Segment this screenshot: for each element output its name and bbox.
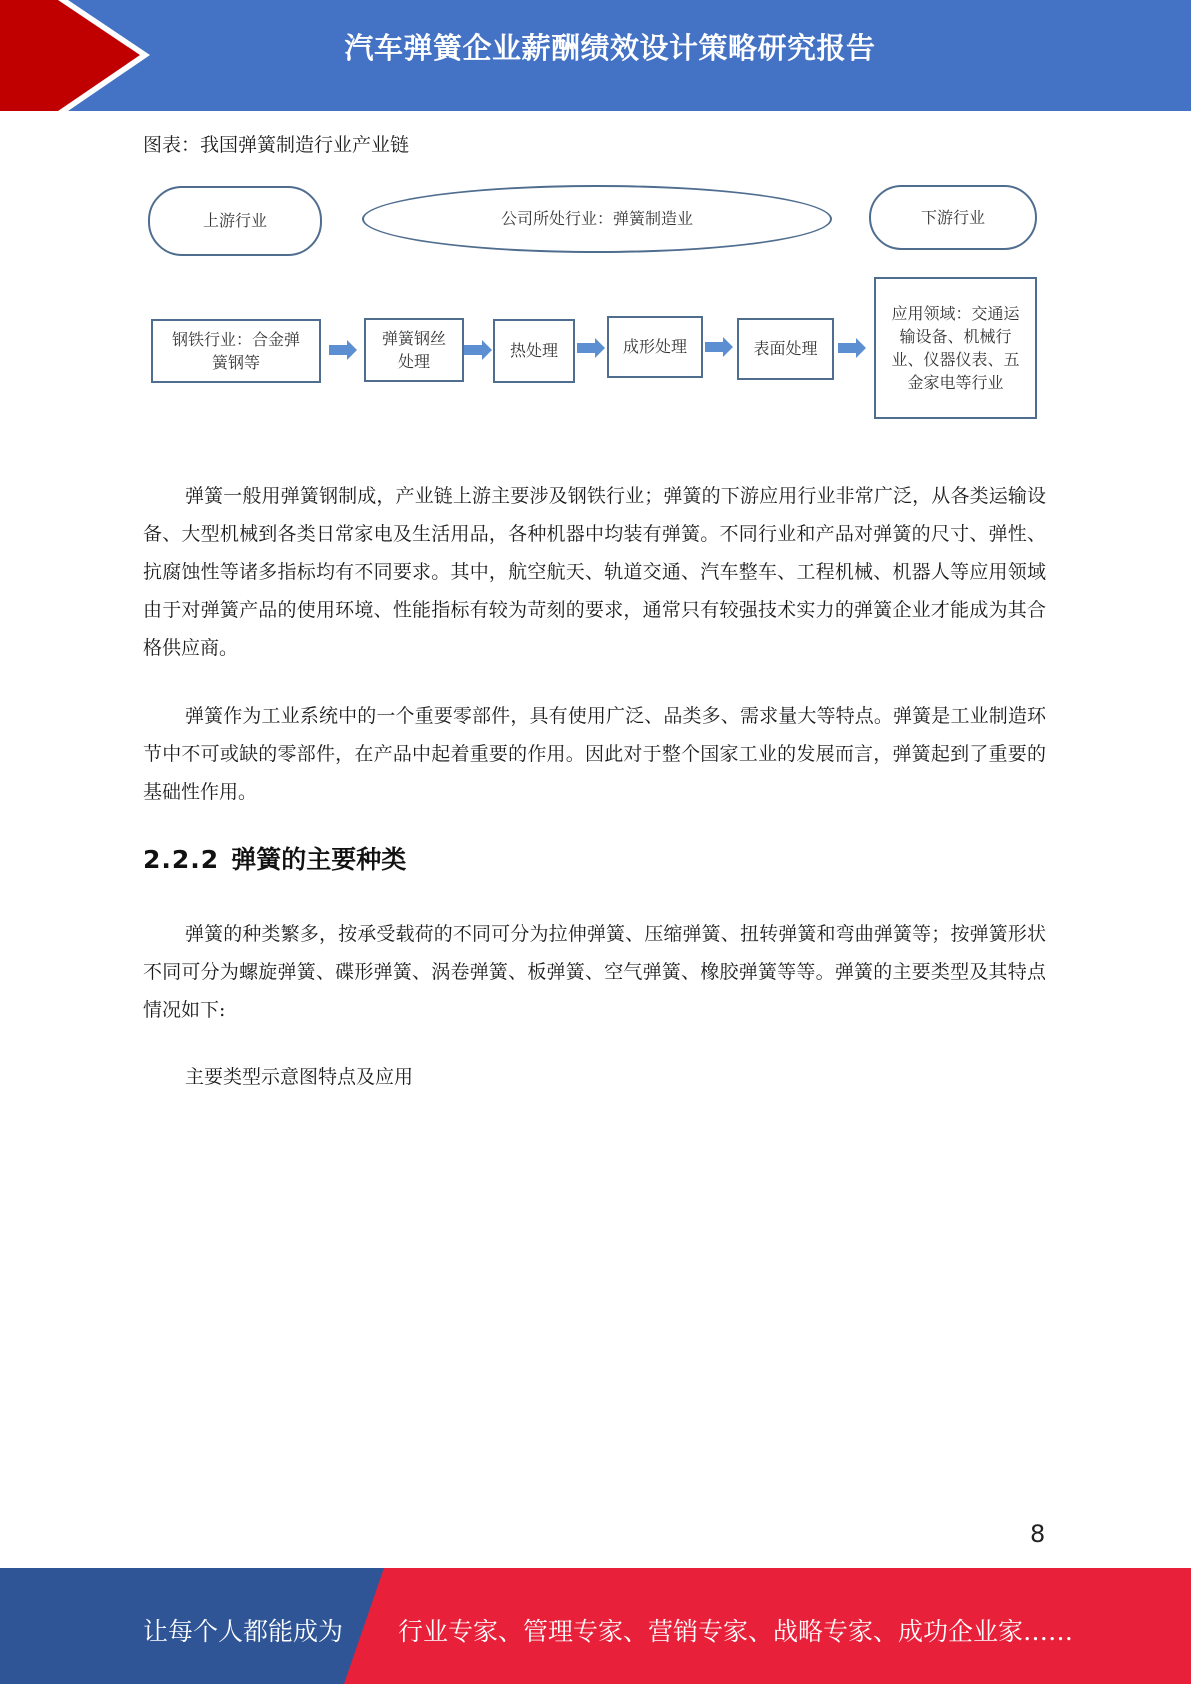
page-number: 8 [1030,1520,1046,1548]
flow-step-surface [737,318,834,380]
flow-step-heat [493,319,575,383]
body-paragraph-2: 弹簧作为工业系统中的一个重要零部件，具有使用广泛、品类多、需求量大等特点。弹簧是工业制造环节中不可或缺的零部件，在产品中起着重要的作用。因此对于整个国家工业的发展而言，弹簧起到了重要的基础性作用。 [143,705,1046,803]
report-title: 汽车弹簧企业薪酬绩效设计策略研究报告 [344,31,876,65]
arrow-right-icon [464,340,494,360]
flow-step-surface-label: 表面处理 [753,339,818,359]
downstream-industry-label: 下游行业 [920,207,985,227]
page-header [0,0,1191,111]
upstream-industry-node [148,186,322,256]
section-title: 弹簧的主要种类 [231,845,407,874]
flow-step-steel [151,319,321,383]
flow-step-wire-label: 弹簧钢丝处理 [381,328,446,371]
body-paragraph-3: 弹簧的种类繁多，按承受载荷的不同可分为拉伸弹簧、压缩弹簧、扭转弹簧和弯曲弹簧等；按弹簧形状不同可分为螺旋弹簧、碟形弹簧、涡卷弹簧、板弹簧、空气弹簧、橡胶弹簧等等。弹簧的主要类型及其特点情况如下: [143,923,1046,1021]
section-number: 2.2.2 [143,845,220,874]
body-paragraph-1: 弹簧一般用弹簧钢制成，产业链上游主要涉及钢铁行业；弹簧的下游应用行业非常广泛，从各类运输设备、大型机械到各类日常家电及生活用品，各种机器中均装有弹簧。不同行业和产品对弹簧的尺寸、弹性、抗腐蚀性等诸多指标均有不同要求。其中，航空航天、轨道交通、汽车整车、工程机械、机器人等应用领域由于对弹簧产品的使用环境、性能指标有较为苛刻的要求，通常只有较强技术实力的弹簧企业才能成为其合格供应商。 [143,485,1046,659]
footer-slogan-right: 行业专家、管理专家、营销专家、战略专家、成功企业家…… [398,1617,1074,1646]
flow-step-heat-label: 热处理 [509,341,558,361]
footer-slogan-left: 让每个人都能成为 [143,1617,344,1646]
section-heading [143,840,406,876]
flow-step-wire [364,318,464,382]
table-intro-text: 主要类型示意图特点及应用 [185,1066,414,1088]
arrow-right-icon [577,338,607,358]
company-industry-node [362,185,832,253]
page-footer [0,1568,1191,1684]
arrow-right-icon [838,338,868,358]
company-industry-label: 公司所处行业：弹簧制造业 [500,209,693,229]
industry-chain-diagram [140,178,1040,428]
flow-step-forming-label: 成形处理 [622,337,687,357]
flow-step-forming [607,316,703,378]
arrow-right-icon [329,340,359,360]
application-node [874,277,1037,419]
application-label: 应用领域：交通运输设备、机械行业、仪器仪表、五金家电等行业 [891,303,1020,393]
upstream-industry-label: 上游行业 [202,211,267,231]
downstream-industry-node [869,185,1037,250]
arrow-right-icon [705,337,735,357]
figure-caption: 图表：我国弹簧制造行业产业链 [143,134,410,156]
flow-step-steel-label: 钢铁行业：合金弹簧钢等 [171,329,300,372]
